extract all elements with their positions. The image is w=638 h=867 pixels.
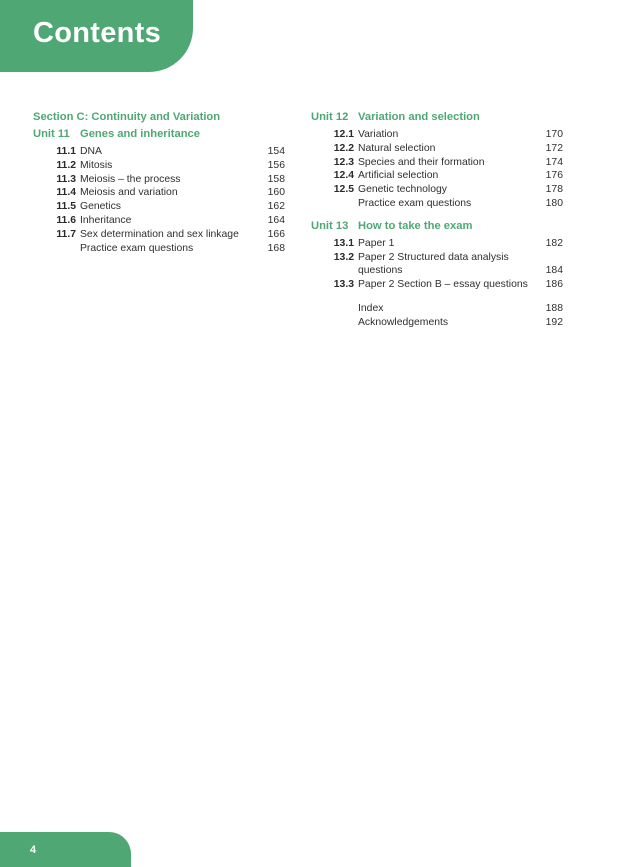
unit-heading-12	[311, 110, 563, 124]
entry-number: 13.1	[333, 237, 354, 249]
unit-title: Variation and selection	[358, 111, 480, 123]
entry-number: 12.5	[333, 184, 354, 196]
entry-number: 12.4	[333, 170, 354, 182]
unit-number: Unit 12	[311, 111, 349, 123]
entry-number: 11.6	[56, 214, 76, 226]
entry-title: DNA	[80, 146, 102, 157]
entry-number	[311, 302, 354, 316]
section-heading: Section C: Continuity and Variation	[33, 111, 221, 123]
toc-entry[interactable]	[33, 242, 285, 256]
toc-entry[interactable]	[33, 159, 285, 173]
back-matter-list	[311, 302, 563, 330]
entry-page: 184	[545, 265, 563, 277]
page-number-tab	[0, 832, 131, 867]
entry-page: 160	[267, 187, 285, 199]
toc-entry[interactable]	[311, 128, 563, 142]
entry-title: Index	[358, 302, 384, 314]
entry-number: 11.1	[56, 146, 76, 157]
toc-entry[interactable]	[311, 251, 563, 265]
entry-page: 154	[267, 146, 285, 157]
entry-title: Sex determination and sex linkage	[80, 228, 239, 240]
entry-title: Genetic technology	[358, 184, 447, 196]
entry-title: Practice exam questions	[358, 197, 472, 209]
entry-page: 180	[545, 197, 563, 209]
entry-list-unit-12	[311, 128, 563, 211]
toc-entry-index[interactable]	[311, 302, 563, 316]
entry-title: Species and their formation	[358, 156, 485, 168]
entry-title: Genetics	[80, 201, 122, 213]
entry-page: 162	[267, 201, 285, 213]
unit-number: Unit 11	[33, 128, 70, 140]
toc-entry[interactable]	[311, 237, 563, 251]
unit-title: Genes and inheritance	[80, 128, 200, 140]
toc-entry[interactable]	[311, 169, 563, 183]
entry-title: Paper 2 Structured data analysis	[358, 251, 509, 263]
entry-number: 11.4	[56, 187, 76, 199]
unit-title: How to take the exam	[358, 219, 473, 232]
entry-page: 168	[267, 242, 285, 254]
entry-number: 11.3	[56, 173, 76, 185]
entry-page: 176	[545, 170, 563, 182]
entry-number: 11.2	[56, 159, 76, 171]
toc-entry[interactable]	[33, 186, 285, 200]
entry-number: 12.1	[333, 129, 354, 140]
entry-title: Practice exam questions	[80, 242, 194, 254]
entry-title: Meiosis – the process	[80, 173, 181, 185]
toc-entry[interactable]	[33, 173, 285, 187]
entry-title: Meiosis and variation	[80, 187, 178, 199]
entry-list-unit-11	[33, 145, 285, 255]
toc-entry[interactable]	[33, 214, 285, 228]
entry-number: 13.3	[333, 279, 354, 291]
entry-page	[535, 251, 563, 265]
header-banner	[0, 0, 193, 72]
entry-title: Inheritance	[80, 214, 132, 226]
entry-list-unit-13	[311, 237, 563, 292]
entry-page: 172	[545, 142, 563, 154]
unit-heading-13	[311, 219, 563, 233]
entry-number	[311, 316, 354, 330]
contents-right-column	[311, 110, 563, 330]
entry-title: Natural selection	[358, 142, 436, 154]
toc-entry-acknowledgements[interactable]	[311, 316, 563, 330]
entry-number	[311, 264, 354, 278]
entry-page: 158	[267, 173, 285, 185]
entry-page: 192	[545, 316, 563, 328]
entry-page: 174	[545, 156, 563, 168]
entry-number	[311, 197, 354, 211]
toc-entry[interactable]	[33, 145, 285, 159]
entry-number: 13.2	[333, 251, 354, 263]
entry-page: 188	[545, 302, 563, 314]
entry-number: 11.5	[56, 201, 76, 213]
toc-entry-continuation[interactable]	[311, 264, 563, 278]
entry-title: Variation	[358, 129, 399, 140]
contents-left-column	[33, 110, 285, 255]
entry-page: 164	[267, 214, 285, 226]
entry-title: Paper 1	[358, 237, 395, 249]
unit-number: Unit 13	[311, 219, 349, 232]
toc-entry[interactable]	[311, 183, 563, 197]
toc-entry[interactable]	[311, 156, 563, 170]
toc-entry[interactable]	[33, 200, 285, 214]
entry-title: Acknowledgements	[358, 316, 449, 328]
entry-number: 12.2	[333, 142, 354, 154]
entry-title: Mitosis	[80, 159, 113, 171]
entry-title: questions	[358, 265, 403, 277]
toc-entry[interactable]	[311, 197, 563, 211]
entry-number: 12.3	[333, 156, 354, 168]
page-number: 4	[30, 844, 37, 856]
entry-page: 182	[545, 237, 563, 249]
toc-entry[interactable]	[311, 278, 563, 292]
page-title: Contents	[33, 17, 162, 49]
entry-number: 11.7	[56, 228, 76, 240]
toc-entry[interactable]	[33, 228, 285, 242]
entry-page: 166	[267, 228, 285, 240]
entry-number	[33, 242, 76, 256]
unit-heading-11	[33, 127, 285, 141]
entry-title: Paper 2 Section B – essay questions	[358, 279, 528, 291]
toc-entry[interactable]	[311, 142, 563, 156]
entry-page: 186	[545, 279, 563, 291]
entry-page: 178	[545, 184, 563, 196]
entry-page: 170	[545, 129, 563, 140]
entry-title: Artificial selection	[358, 170, 439, 182]
entry-page: 156	[267, 159, 285, 171]
